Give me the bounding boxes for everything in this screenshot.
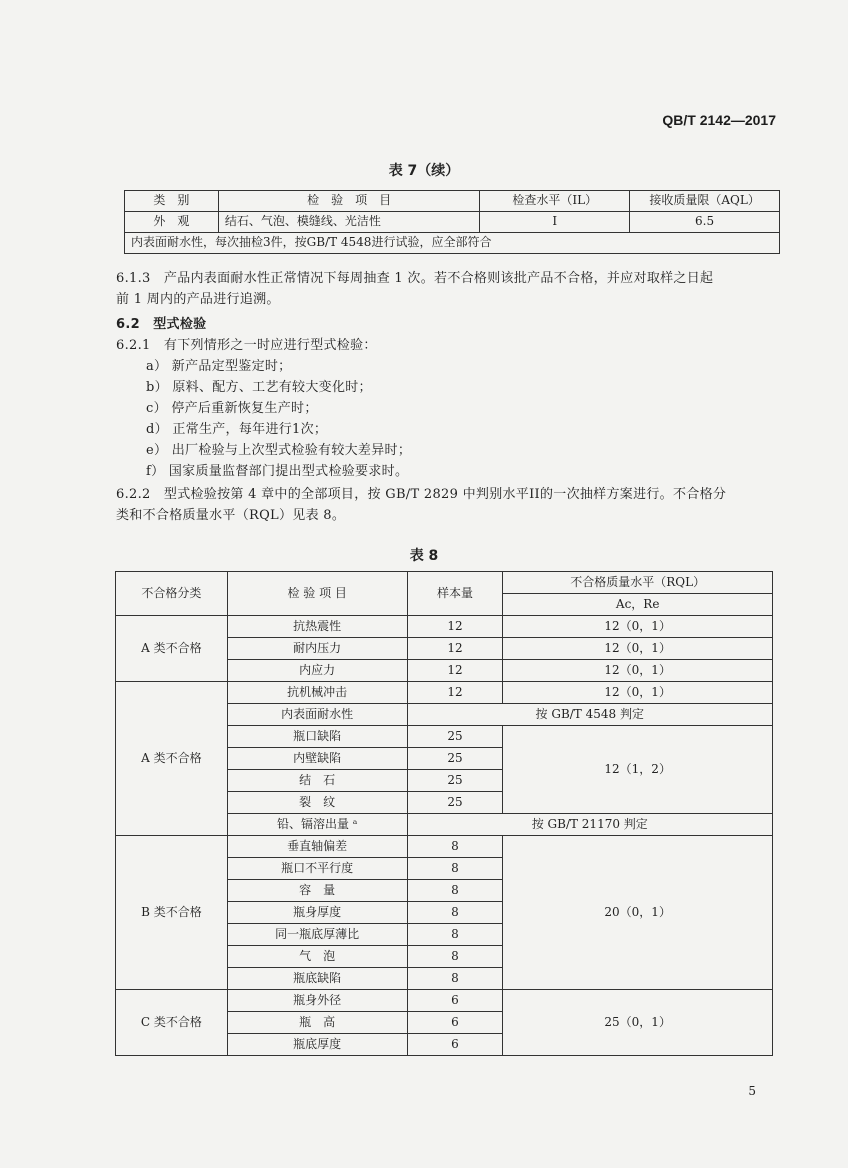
sample-cell: 8 <box>407 836 503 858</box>
table8-header-row <box>116 572 773 594</box>
rql-cell: 25（0，1） <box>503 990 773 1056</box>
item-cell: 耐内压力 <box>227 638 407 660</box>
sample-cell: 12 <box>407 660 503 682</box>
list-item: f） 国家质量监督部门提出型式检验要求时。 <box>146 464 409 479</box>
item-cell: 容 量 <box>227 880 407 902</box>
section-6-2-1 <box>116 335 782 482</box>
item-cell: 瓶口不平行度 <box>227 858 407 880</box>
table7-note: 内表面耐水性，每次抽检3件，按GB/T 4548进行试验，应全部符合 <box>125 233 780 254</box>
section-number: 6.1.3 <box>116 271 151 286</box>
sample-cell: 12 <box>407 682 503 704</box>
section-number: 6.2.2 <box>116 487 151 502</box>
rql-cell: 12（1，2） <box>503 726 773 814</box>
table-row <box>116 836 773 858</box>
list-item: d） 正常生产，每年进行1次； <box>146 422 328 437</box>
rql-cell: 12（0，1） <box>503 682 773 704</box>
section-text: 产品内表面耐水性正常情况下每周抽查 1 次。若不合格则该批产品不合格，并应对取样之日起 <box>163 271 714 286</box>
table8-header-sample: 样本量 <box>407 572 503 616</box>
category-cell: A 类不合格 <box>116 616 228 682</box>
item-cell: 内壁缺陷 <box>227 748 407 770</box>
sample-cell: 6 <box>407 1034 503 1056</box>
section-6-2-heading <box>116 314 782 335</box>
sample-cell: 8 <box>407 924 503 946</box>
sample-cell: 25 <box>407 770 503 792</box>
document-code: QB/T 2142—2017 <box>662 112 776 128</box>
page-number: 5 <box>748 1084 756 1098</box>
item-cell: 铅、镉溶出量 ᵃ <box>227 814 407 836</box>
table7-cell-aql: 6.5 <box>630 212 780 233</box>
sample-cell: 8 <box>407 880 503 902</box>
sample-cell: 8 <box>407 902 503 924</box>
item-cell: 抗机械冲击 <box>227 682 407 704</box>
sample-cell: 6 <box>407 1012 503 1034</box>
sample-cell: 12 <box>407 616 503 638</box>
table7-cell-il: I <box>480 212 630 233</box>
table8-header-item: 检 验 项 目 <box>227 572 407 616</box>
item-cell: 抗热震性 <box>227 616 407 638</box>
table8-header-category: 不合格分类 <box>116 572 228 616</box>
item-cell: 内表面耐水性 <box>227 704 407 726</box>
table8-header-acre: Ac，Re <box>503 594 773 616</box>
rql-cell: 12（0，1） <box>503 660 773 682</box>
category-cell: A 类不合格 <box>116 682 228 836</box>
item-cell: 裂 纹 <box>227 792 407 814</box>
table7 <box>124 190 780 254</box>
section-text: 有下列情形之一时应进行型式检验： <box>163 338 377 353</box>
section-text: 前 1 周内的产品进行追溯。 <box>116 292 280 307</box>
item-cell: 结 石 <box>227 770 407 792</box>
sample-cell: 8 <box>407 858 503 880</box>
table7-cell-category: 外 观 <box>125 212 219 233</box>
sample-cell: 6 <box>407 990 503 1012</box>
table8 <box>115 571 773 1056</box>
list-item: a） 新产品定型鉴定时； <box>146 359 292 374</box>
sample-cell: 25 <box>407 748 503 770</box>
section-6-1-3 <box>116 268 782 310</box>
category-cell: B 类不合格 <box>116 836 228 990</box>
section-title: 型式检验 <box>153 317 207 332</box>
table-row <box>116 682 773 704</box>
table-row <box>125 212 780 233</box>
table8-title: 表 8 <box>409 548 439 564</box>
category-cell: C 类不合格 <box>116 990 228 1056</box>
table7-header-aql: 接收质量限（AQL） <box>630 191 780 212</box>
item-cell: 同一瓶底厚薄比 <box>227 924 407 946</box>
item-cell: 瓶底缺陷 <box>227 968 407 990</box>
item-cell: 瓶身外径 <box>227 990 407 1012</box>
sample-cell: 8 <box>407 968 503 990</box>
item-cell: 瓶 高 <box>227 1012 407 1034</box>
sample-cell: 12 <box>407 638 503 660</box>
item-cell: 瓶身厚度 <box>227 902 407 924</box>
list-item: c） 停产后重新恢复生产时； <box>146 401 318 416</box>
list-item: b） 原料、配方、工艺有较大变化时； <box>146 380 372 395</box>
merged-cell: 按 GB/T 21170 判定 <box>407 814 772 836</box>
table7-title: 表 7（续） <box>388 163 460 179</box>
rql-cell: 12（0，1） <box>503 616 773 638</box>
table-row <box>125 233 780 254</box>
section-text: 类和不合格质量水平（RQL）见表 8。 <box>116 508 346 523</box>
merged-cell: 按 GB/T 4548 判定 <box>407 704 772 726</box>
item-cell: 垂直轴偏差 <box>227 836 407 858</box>
sample-cell: 25 <box>407 726 503 748</box>
item-cell: 瓶口缺陷 <box>227 726 407 748</box>
sample-cell: 25 <box>407 792 503 814</box>
table7-header-category: 类 别 <box>125 191 219 212</box>
section-6-2-2 <box>116 484 782 526</box>
section-number: 6.2 <box>116 317 140 332</box>
item-cell: 气 泡 <box>227 946 407 968</box>
sample-cell: 8 <box>407 946 503 968</box>
rql-cell: 20（0，1） <box>503 836 773 990</box>
table-row <box>116 990 773 1012</box>
table8-header-rql: 不合格质量水平（RQL） <box>503 572 773 594</box>
item-cell: 内应力 <box>227 660 407 682</box>
list-item: e） 出厂检验与上次型式检验有较大差异时； <box>146 443 412 458</box>
section-text: 型式检验按第 4 章中的全部项目，按 GB/T 2829 中判别水平II的一次抽样方案进行。不合格分 <box>163 487 727 502</box>
table7-cell-item: 结石、气泡、模缝线、光洁性 <box>218 212 480 233</box>
section-number: 6.2.1 <box>116 338 151 353</box>
table7-header-il: 检查水平（IL） <box>480 191 630 212</box>
table-row <box>116 616 773 638</box>
table7-header-item: 检 验 项 目 <box>218 191 480 212</box>
table7-header-row <box>125 191 780 212</box>
item-cell: 瓶底厚度 <box>227 1034 407 1056</box>
rql-cell: 12（0，1） <box>503 638 773 660</box>
